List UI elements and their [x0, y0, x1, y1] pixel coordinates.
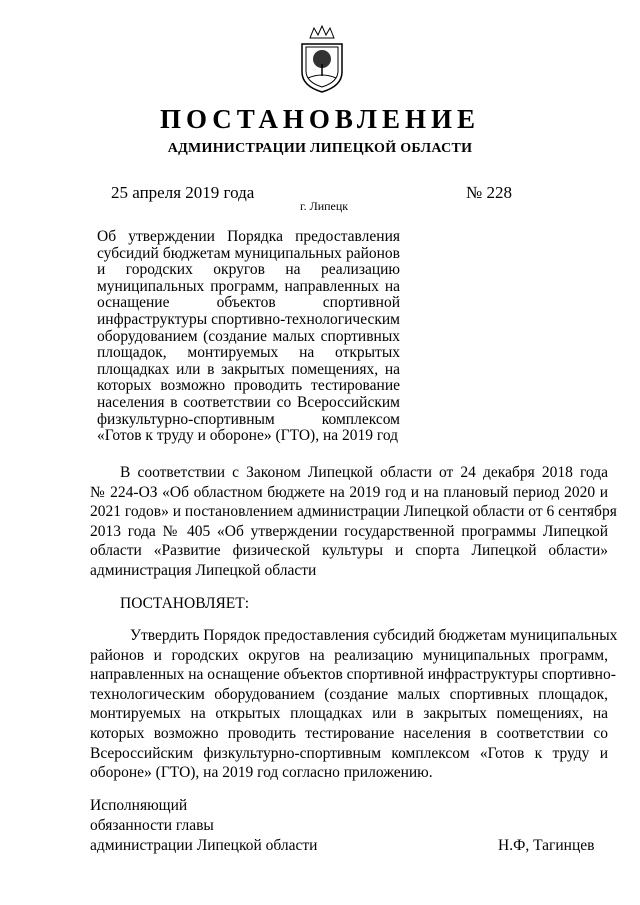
- document-city: г. Липецк: [300, 199, 349, 213]
- preamble-line: области «Развитие физической культуры и спорта Липецкой области»: [90, 542, 608, 560]
- subject-line: инфраструктуры спортивно-технологическим: [97, 311, 400, 328]
- decision-line: Утвердить Порядок предоставления субсидий бюджетам муниципальных: [130, 627, 618, 644]
- subject-line: Об утверждении Порядка предоставления: [97, 228, 400, 245]
- subject-line: площадках или в закрытых помещениях, на: [97, 360, 400, 378]
- preamble-line: администрация Липецкой области: [90, 562, 317, 579]
- signatory-position-line: администрации Липецкой области: [90, 837, 318, 854]
- subject-line: населения в соответствии со Всероссийским: [97, 394, 400, 411]
- decision-line: направленных на оснащение объектов спортивной инфраструктуры спортивно-: [90, 666, 616, 684]
- subject-line: муниципальных программ, направленных на: [97, 277, 400, 295]
- signatory-position-line: обязанности главы: [90, 817, 214, 834]
- resolves-heading: ПОСТАНОВЛЯЕТ:: [120, 595, 250, 612]
- signatory-position-line: Исполняющий: [90, 797, 188, 814]
- decision-line: районов и городских округов на реализацию муниципальных программ,: [90, 646, 608, 664]
- preamble-line: 2013 года № 405 «Об утверждении государственной программы Липецкой: [90, 522, 608, 540]
- preamble-line: № 224-ОЗ «Об областном бюджете на 2019 год и на плановый период 2020 и: [90, 483, 608, 501]
- subject-line: оснащение объектов спортивной: [97, 294, 400, 312]
- subject-line: «Готов к труду и обороне» (ГТО), на 2019 год: [97, 427, 399, 445]
- decision-line: которых возможно проводить тестирование населения в соответствии со: [90, 725, 608, 742]
- decision-line: обороне» (ГТО), на 2019 год согласно приложению.: [90, 764, 433, 782]
- signatory-name: Н.Ф, Тагинцев: [498, 837, 595, 854]
- preamble-line: В соответствии с Законом Липецкой области от 24 декабря 2018 года: [120, 464, 608, 481]
- issuing-authority: АДМИНИСТРАЦИИ ЛИПЕЦКОЙ ОБЛАСТИ: [167, 141, 473, 156]
- decision-line: технологическим оборудованием (создание малых спортивных площадок,: [90, 685, 608, 703]
- subject-line: которых возможно проводить тестирование: [97, 377, 400, 395]
- decision-line: монтируемых на открытых площадках или в закрытых помещениях, на: [90, 705, 608, 723]
- document-title: ПОСТАНОВЛЕНИЕ: [159, 104, 481, 134]
- subject-line: физкультурно-спортивным комплексом: [97, 410, 400, 428]
- subject-line: площадок, монтируемых на открытых: [97, 344, 400, 362]
- subject-line: и городских округов на реализацию: [97, 261, 400, 279]
- document-date: 25 апреля 2019 года: [111, 183, 255, 202]
- preamble-line: 2021 годов» и постановлением администрации Липецкой области от 6 сентября: [90, 503, 617, 521]
- decision-line: Всероссийским физкультурно-спортивным комплексом «Готов к труду и: [90, 744, 608, 762]
- coat-of-arms-emblem: [296, 24, 348, 96]
- document-number: № 228: [466, 183, 512, 202]
- subject-line: субсидий бюджетам муниципальных районов: [97, 244, 400, 262]
- subject-line: оборудованием (создание малых спортивных: [97, 327, 400, 345]
